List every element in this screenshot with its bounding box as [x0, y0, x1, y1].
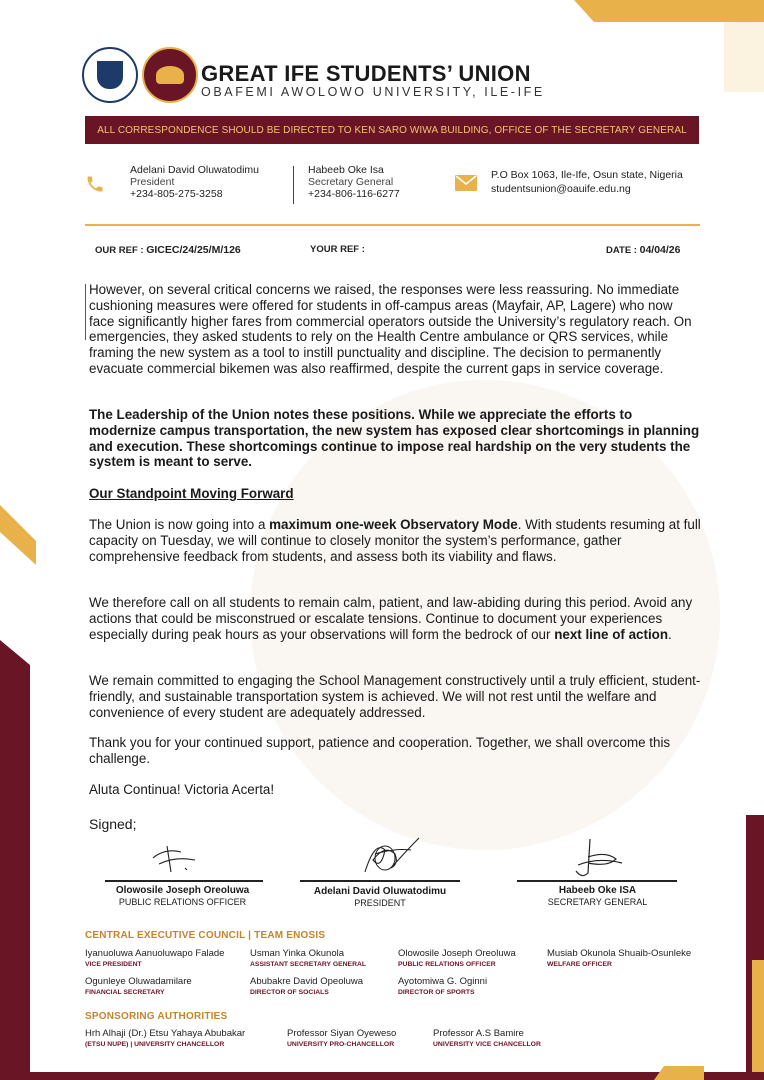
union-address [491, 168, 683, 196]
left-gold-stripe [0, 505, 36, 565]
signatory-secretary-name: Habeeb Oke ISA [558, 885, 637, 896]
our-ref [95, 244, 241, 256]
secretary-role: Secretary General [308, 176, 394, 188]
sponsor [433, 1028, 541, 1048]
p4-emphasis: next line of action [554, 626, 669, 642]
member-name: Musiab Okunola Shuaib-Osunleke [547, 948, 692, 959]
member-role: FINANCIAL SECRETARY [85, 989, 165, 996]
body-paragraph-3 [89, 517, 701, 564]
pro-name: Olowosile Joseph Oreoluwa [115, 885, 250, 896]
body-paragraph-4 [89, 595, 701, 642]
your-ref [310, 244, 365, 255]
body-paragraph-7: Aluta Continua! Victoria Acerta! [89, 782, 275, 797]
pro-signature-line [105, 880, 263, 882]
pro-signature [145, 838, 205, 876]
member-name: Abubakre David Opeoluwa [250, 976, 364, 987]
postal-address: P.O Box 1063, Ile-Ife, Osun state, Nigeria [491, 169, 683, 181]
right-gold-stripe [752, 960, 764, 1080]
member-role: VICE PRESIDENT [85, 961, 142, 968]
pro-role: PUBLIC RELATIONS OFFICER [118, 897, 247, 907]
sponsor-name: Professor Siyan Oyeweso [287, 1028, 397, 1039]
contact-divider [293, 166, 294, 204]
your-ref-label: YOUR REF : [310, 244, 365, 255]
date-label: DATE : [606, 245, 637, 256]
p4-text-b: . [668, 626, 672, 642]
sponsor-role: UNIVERSITY VICE CHANCELLOR [433, 1041, 541, 1048]
university-crest-logo [82, 47, 138, 103]
our-ref-label: OUR REF : [95, 245, 144, 256]
cec-member [547, 948, 691, 968]
left-maroon-band [0, 640, 30, 1080]
university-name: OBAFEMI AWOLOWO UNIVERSITY, ILE-IFE [201, 85, 545, 99]
secretary-signature [568, 835, 638, 881]
sponsor [85, 1028, 245, 1048]
p3-emphasis: maximum one-week Observatory Mode [269, 517, 518, 532]
president-signature-line [300, 880, 460, 882]
date-value: 04/04/26 [639, 244, 681, 256]
body-paragraph-5: We remain committed to engaging the School Management constructively until a truly efficient, student-friendly, and sustainable transportation system is achieved. We will not rest until the welfare and convenience of every student are adequately addressed. [89, 673, 701, 720]
member-role: DIRECTOR OF SOCIALS [250, 989, 329, 996]
body-paragraph-6: Thank you for your continued support, patience and cooperation. Together, we shall overcome this challenge. [89, 735, 671, 766]
students-union-logo [142, 47, 198, 103]
phone-icon [85, 174, 105, 194]
member-name: Olowosile Joseph Oreoluwa [398, 948, 516, 959]
correspondence-banner: ALL CORRESPONDENCE SHOULD BE DIRECTED TO KEN SARO WIWA BUILDING, OFFICE OF THE SECRETARY GENERAL [85, 116, 699, 144]
body-paragraph-1: However, on several critical concerns we raised, the responses were less reassuring. No immediate cushioning measures were offered for students in off-campus areas (Mayfair, AP, Lagere) who now face significantly higher fares from commercial operators outside the University’s regulatory reach. On emergencies, they asked students to rely on the Health Centre ambulance or QRS services, while framing the new system as a tool to instill punctuality and discipline. The decision to permanently evacuate commercial bikemen was also reaffirmed, despite the current gaps in service coverage. [89, 282, 692, 376]
member-name: Usman Yinka Okunola [250, 948, 344, 959]
member-role: ASSISTANT SECRETARY GENERAL [250, 961, 367, 968]
sponsor-role: UNIVERSITY PRO-CHANCELLOR [287, 1041, 395, 1048]
sponsor-name: Professor A.S Bamire [433, 1028, 524, 1039]
cec-member [250, 976, 363, 996]
sponsor [287, 1028, 396, 1048]
bottom-maroon-band [0, 1072, 764, 1080]
p3-text-b: . With students resuming at full capacity on Tuesday, we will continue to closely monitor the system’s performance, gather comprehensive feedback from students, and assess both its viability and flaws. [89, 517, 701, 564]
union-title: GREAT IFE STUDENTS’ UNION [201, 61, 531, 86]
member-role: DIRECTOR OF SPORTS [398, 989, 475, 996]
body-paragraph-2: The Leadership of the Union notes these positions. While we appreciate the efforts to modernize campus transportation, the new system has exposed clear shortcomings in planning and execution. These shortcomings continue to impose real hardship on the very students the system is meant to serve. [89, 407, 700, 470]
secretary-contact [308, 164, 400, 200]
signatory-president-role: PRESIDENT [354, 898, 406, 908]
cec-member [398, 948, 516, 968]
mail-icon [455, 175, 477, 191]
sponsor-name: Hrh Alhaji (Dr.) Etsu Yahaya Abubakar [85, 1028, 246, 1039]
cec-title: CENTRAL EXECUTIVE COUNCIL | TEAM ENOSIS [85, 930, 326, 941]
cec-member [398, 976, 487, 996]
cec-member [85, 976, 192, 996]
member-name: Ayotomiwa G. Oginni [398, 976, 488, 987]
bottom-gold-stripe [654, 1066, 704, 1080]
email-address: studentsunion@oauife.edu.ng [491, 183, 631, 195]
president-contact [130, 164, 259, 200]
president-role: President [130, 176, 175, 188]
secretary-name: Habeeb Oke Isa [308, 164, 384, 176]
cec-member [250, 948, 366, 968]
secretary-signature-line [517, 880, 677, 882]
member-role: WELFARE OFFICER [547, 961, 612, 968]
header-rule [85, 224, 700, 226]
p4-text-a: We therefore call on all students to remain calm, patient, and law-abiding during this period. Avoid any actions that could be misconstrued or escalate tensions. Continue to document your experiences especially during peak hours as your observations will form the bedrock of our [89, 595, 693, 642]
p3-text-a: The Union is now going into a [89, 517, 270, 532]
signatory-president-name: Adelani David Oluwatodimu [313, 886, 447, 897]
contact-row [85, 164, 700, 209]
president-phone: +234-805-275-3258 [130, 188, 223, 200]
top-gold-stripe [574, 0, 764, 22]
top-cream-block [724, 22, 764, 92]
our-ref-value: GICEC/24/25/M/126 [146, 244, 241, 256]
president-signature [355, 830, 425, 880]
member-role: PUBLIC RELATIONS OFFICER [398, 961, 496, 968]
cec-member [85, 948, 224, 968]
signatory-secretary-role: SECRETARY GENERAL [547, 897, 648, 907]
logos [82, 47, 198, 103]
section-heading: Our Standpoint Moving Forward [89, 486, 294, 501]
member-name: Ogunleye Oluwadamilare [85, 976, 192, 987]
president-name: Adelani David Oluwatodimu [130, 164, 259, 176]
secretary-phone: +234-806-116-6277 [308, 188, 400, 200]
signed-label: Signed; [89, 816, 137, 832]
margin-mark [85, 284, 86, 340]
sponsors-title: SPONSORING AUTHORITIES [85, 1011, 228, 1022]
letter-date [606, 244, 680, 256]
sponsor-role: (ETSU NUPE) | UNIVERSITY CHANCELLOR [85, 1041, 225, 1048]
member-name: Iyanuoluwa Aanuoluwapo Falade [85, 948, 225, 959]
